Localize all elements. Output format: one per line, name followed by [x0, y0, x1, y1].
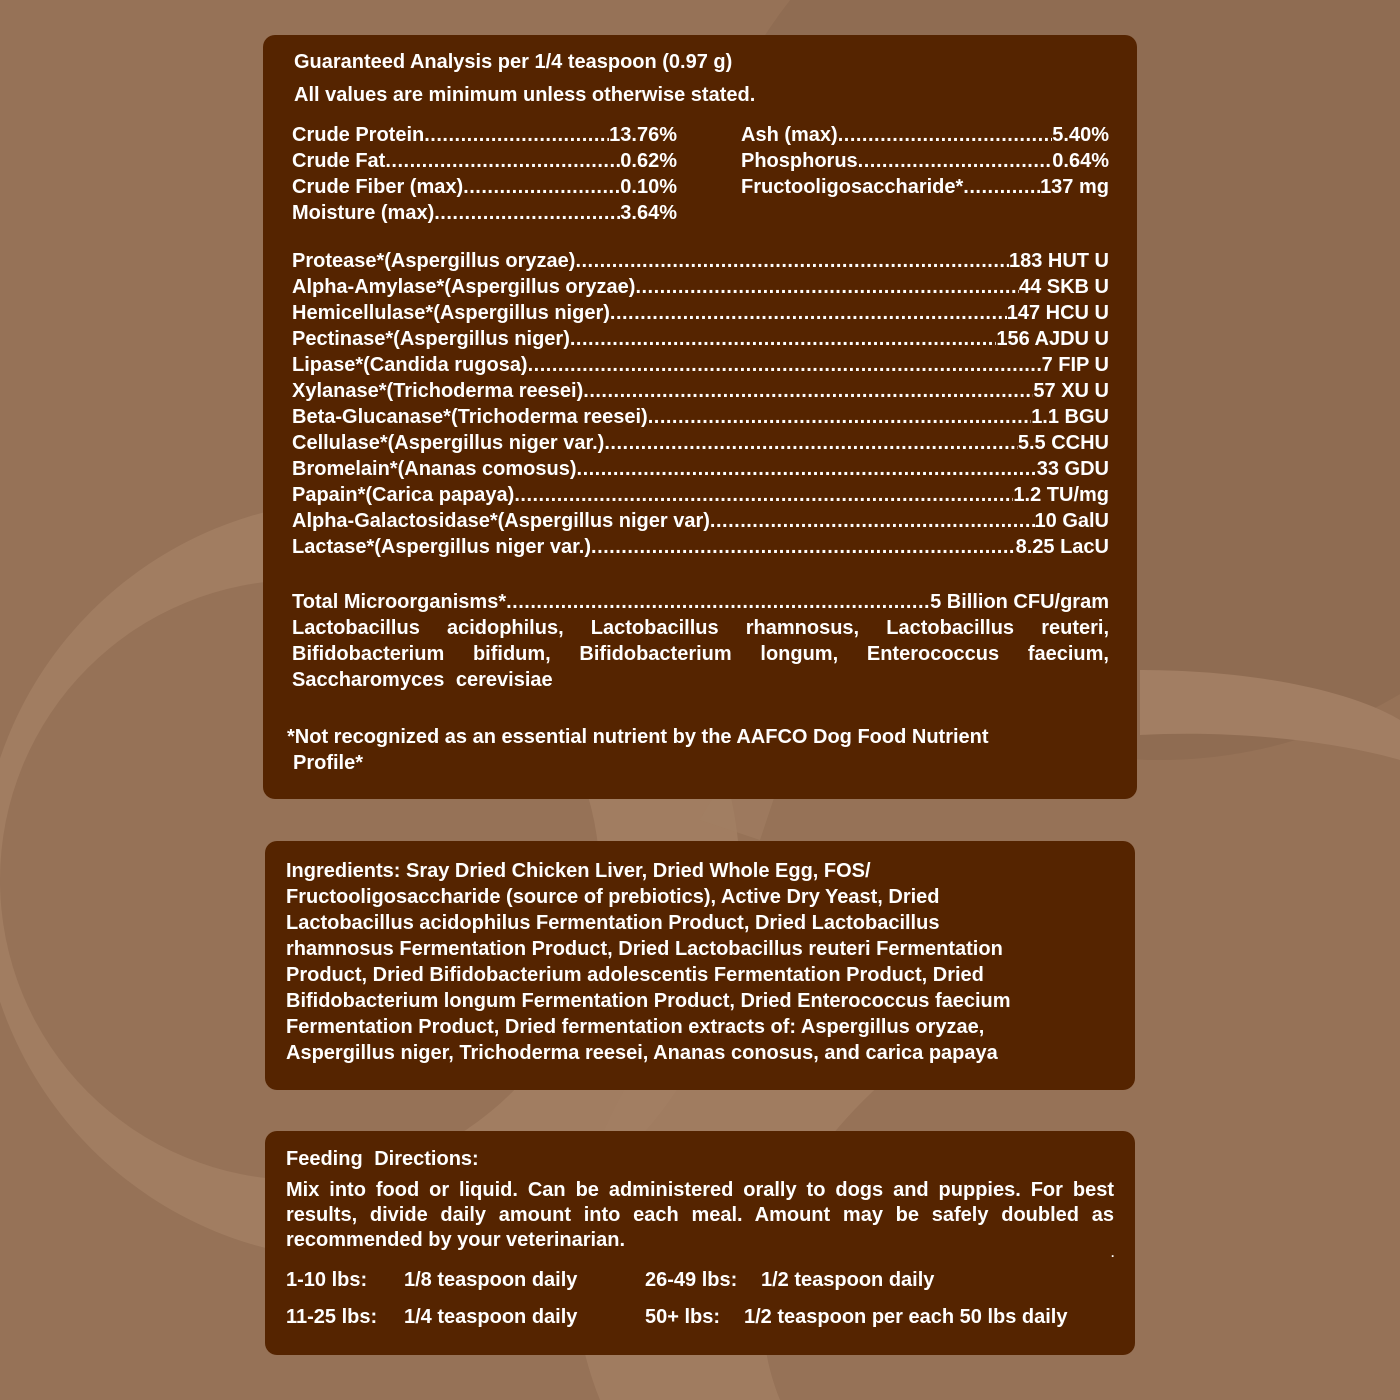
enzyme-row: Beta-Glucanase*(Trichoderma reesei) ..... 1.1 BGU — [292, 404, 1109, 430]
enzyme-row: Xylanase*(Trichoderma reesei) ..... 57 XU U — [292, 378, 1109, 404]
enzyme-row: Protease*(Aspergillus oryzae) ..... 183 HUT U — [292, 248, 1109, 274]
enzyme-row: Hemicellulase*(Aspergillus niger) ..... 147 HCU U — [292, 300, 1109, 326]
analysis-subtitle: All values are minimum unless otherwise stated. — [294, 84, 756, 106]
enzyme-row: Lactase*(Aspergillus niger var.) ..... 8.25 LacU — [292, 534, 1109, 560]
aafco-footnote: *Not recognized as an essential nutrient by the AAFCO Dog Food Nutrient Profile* — [287, 726, 989, 774]
enzyme-row: Pectinase*(Aspergillus niger) ..... 156 AJDU U — [292, 326, 1109, 352]
enzyme-row: Papain*(Carica papaya) ..... 1.2 TU/mg — [292, 482, 1109, 508]
analysis-row: Crude Protein ..... 13.76% — [292, 122, 677, 148]
enzyme-row: Alpha-Galactosidase*(Aspergillus niger var) ..... 10 GalU — [292, 508, 1109, 534]
analysis-row: Ash (max) ..... 5.40% — [741, 122, 1109, 148]
analysis-right-column — [741, 122, 1109, 200]
enzyme-row: Alpha-Amylase*(Aspergillus oryzae) ..... 44 SKB U — [292, 274, 1109, 300]
analysis-row: Crude Fiber (max) ..... 0.10% — [292, 174, 677, 200]
analysis-left-column — [292, 122, 677, 226]
microorganisms-row: Total Microorganisms* ..... 5 Billion CFU/gram — [292, 589, 1109, 615]
analysis-row: Fructooligosaccharide* ..... 137 mg — [741, 174, 1109, 200]
bacteria-line: Lactobacillus acidophilus, Lactobacillus rhamnosus, Lactobacillus reuteri, — [292, 617, 1109, 639]
analysis-row: Crude Fat ..... 0.62% — [292, 148, 677, 174]
enzyme-row: Cellulase*(Aspergillus niger var.) ..... 5.5 CCHU — [292, 430, 1109, 456]
bacteria-line: Bifidobacterium bifidum, Bifidobacterium longum, Enterococcus faecium, — [292, 643, 1109, 665]
analysis-row: Phosphorus ..... 0.64% — [741, 148, 1109, 174]
ingredients-panel — [265, 841, 1135, 1090]
enzyme-row: Lipase*(Candida rugosa) ..... 7 FIP U — [292, 352, 1109, 378]
dose-row: 50+ lbs: 1/2 teaspoon per each 50 lbs daily — [645, 1306, 1068, 1328]
guaranteed-analysis-panel — [263, 35, 1137, 799]
feeding-text: Mix into food or liquid. Can be administered orally to dogs and puppies. For best results, divide daily amount into each meal. Amount may be safely doubled as recommended by your veterinarian. — [286, 1179, 1114, 1251]
analysis-row: Moisture (max) ..... 3.64% — [292, 200, 677, 226]
feeding-directions-panel — [265, 1131, 1135, 1355]
stray-mark: . — [1111, 1246, 1115, 1260]
dose-row: 1-10 lbs: 1/8 teaspoon daily — [286, 1269, 578, 1291]
microorganisms-section — [292, 589, 1109, 693]
dose-row: 11-25 lbs: 1/4 teaspoon daily — [286, 1306, 578, 1328]
analysis-title: Guaranteed Analysis per 1/4 teaspoon (0.97 g) — [294, 51, 733, 73]
ingredients-text: Ingredients: Sray Dried Chicken Liver, Dried Whole Egg, FOS/ Fructooligosaccharide (source of prebiotics), Active Dry Yeast, Dried Lactobacillus acidophilus Fermentation Product, Dried Lactobacillus rhamnosus Fermentation Product, Dried Lactobacillus reuteri Fermentation Product, Dried Bifidobacterium adolescentis Fermentation Product, Dried Bifidobacterium longum Fermentation Product, Dried Enterococcus faecium Fermentation Product, Dried fermentation extracts of: Aspergillus oryzae, Aspergillus niger, Trichoderma reesei, Ananas conosus, and carica papaya — [286, 860, 1011, 1064]
bacteria-line: Saccharomyces cerevisiae — [292, 669, 553, 691]
dose-row: 26-49 lbs: 1/2 teaspoon daily — [645, 1269, 935, 1291]
enzyme-row: Bromelain*(Ananas comosus) ..... 33 GDU — [292, 456, 1109, 482]
enzyme-list — [292, 248, 1109, 560]
feeding-title: Feeding Directions: — [286, 1148, 479, 1170]
